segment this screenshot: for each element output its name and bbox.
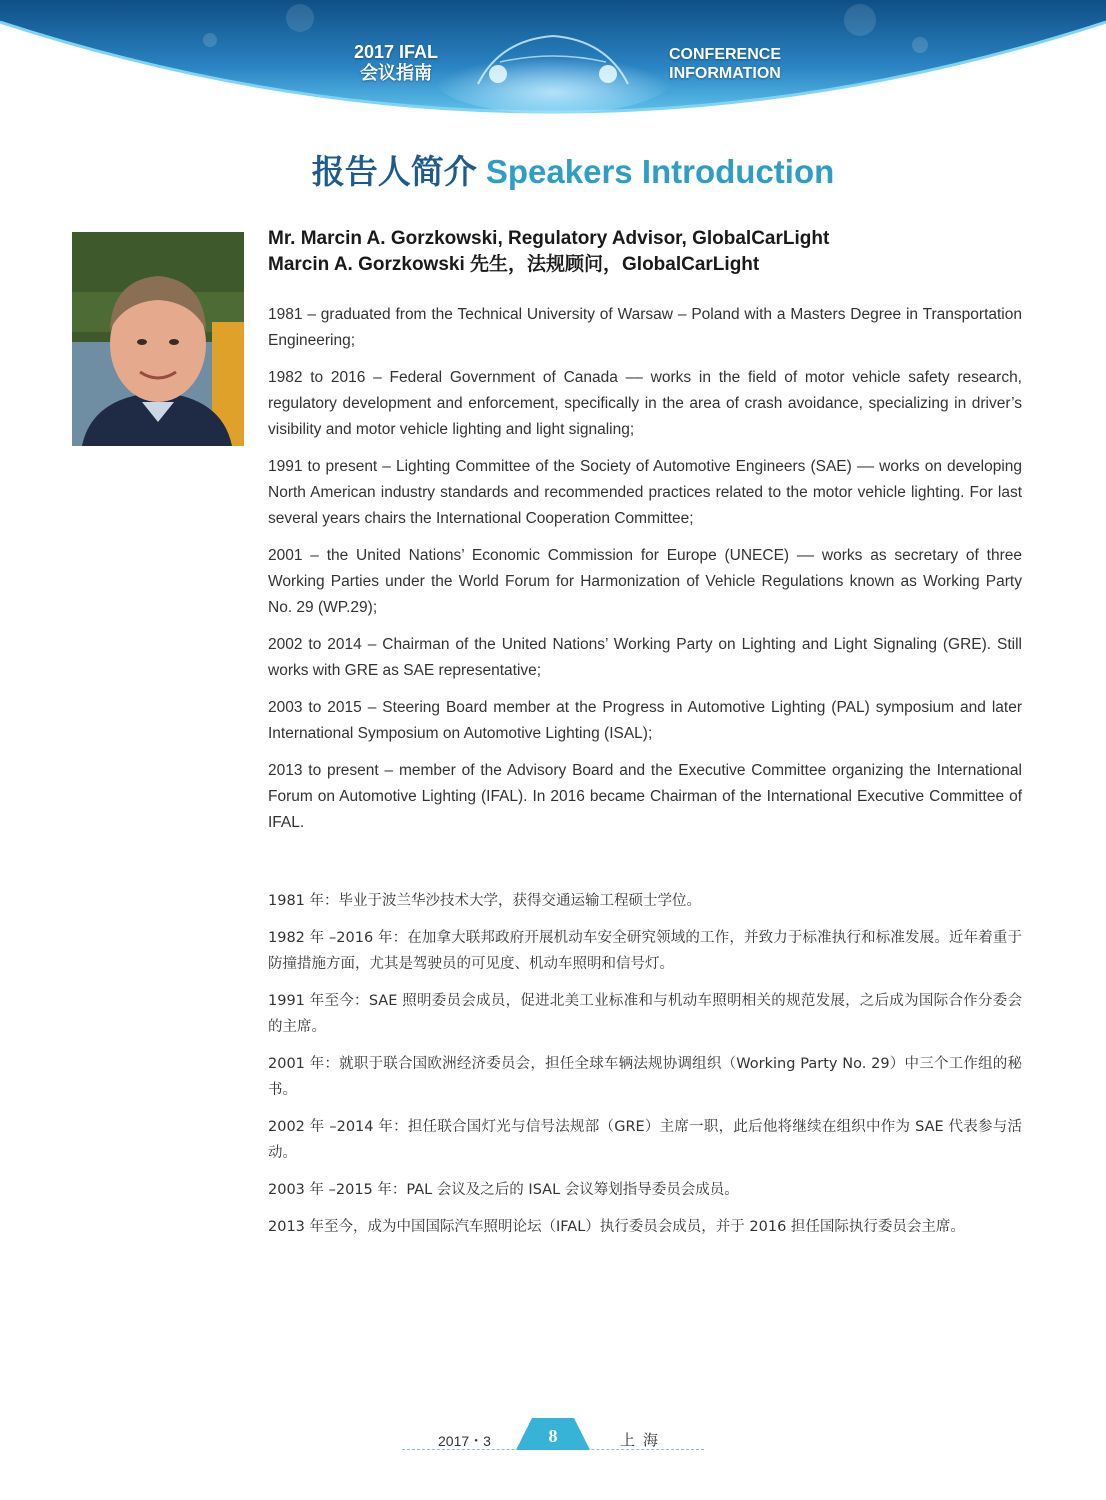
bio-en-item: 1982 to 2016 – Federal Government of Canada –– works in the field of motor vehicle safety research, regulatory development and enforcement, specifically in the area of crash avoidance, specializing in driver’s visibility and motor vehicle lighting and light signaling; (268, 369, 1022, 438)
header-left-line1: 2017 IFAL (353, 42, 439, 62)
bio-en-item: 1991 to present – Lighting Committee of the Society of Automotive Engineers (SAE) –– works on developing North American industry standards and recommended practices related to the motor vehicle lighting. For last several years chairs the International Cooperation Committee; (268, 458, 1022, 527)
speaker-name-en: Mr. Marcin A. Gorzkowski, Regulatory Advisor, GlobalCarLight (268, 228, 830, 249)
footer-date: 2017・3 (438, 1433, 491, 1449)
page-title-en: Speakers Introduction (485, 153, 835, 190)
header-right-line2: INFORMATION (669, 64, 781, 82)
bio-zh-item: 2001 年：就职于联合国欧洲经济委员会，担任全球车辆法规协调组织（Working Party No. 29）中三个工作组的秘书。 (268, 1056, 1022, 1098)
banner-background (0, 0, 1106, 120)
bio-english (268, 302, 1022, 847)
header-title-right (652, 46, 798, 84)
bio-en-item: 1981 – graduated from the Technical University of Warsaw – Poland with a Masters Degree in Transportation Engineering; (268, 306, 1022, 349)
page-footer (0, 1414, 1106, 1464)
page-number: 8 (548, 1426, 558, 1446)
bio-en-item: 2013 to present – member of the Advisory Board and the Executive Committee organizing the International Forum on Automotive Lighting (IFAL). In 2016 became Chairman of the International Executive Committee of IFAL. (268, 762, 1022, 831)
bio-zh-item: 2003 年 –2015 年：PAL 会议及之后的 ISAL 会议筹划指导委员会成员。 (268, 1182, 739, 1198)
header-right-line1: CONFERENCE (668, 46, 781, 63)
speaker-name-zh: Marcin A. Gorzkowski 先生，法规顾问，GlobalCarLight (268, 254, 760, 275)
bio-zh-item: 2013 年至今，成为中国国际汽车照明论坛（IFAL）执行委员会成员，并于 2016 担任国际执行委员会主席。 (268, 1219, 965, 1235)
bio-chinese (268, 888, 1022, 1251)
bio-zh-item: 1982 年 –2016 年：在加拿大联邦政府开展机动车安全研究领域的工作，并致力于标准执行和标准发展。近年着重于防撞措施方面，尤其是驾驶员的可见度、机动车照明和信号灯。 (268, 930, 1022, 972)
page-title-zh: 报告人简介 (311, 153, 477, 190)
bio-en-item: 2001 – the United Nations’ Economic Commission for Europe (UNECE) –– works as secretary of three Working Parties under the World Forum for Harmonization of Vehicle Regulations known as Working Party No. 29 (WP.29); (268, 547, 1022, 616)
bio-zh-item: 1981 年：毕业于波兰华沙技术大学，获得交通运输工程硕士学位。 (268, 893, 702, 909)
bio-en-item: 2003 to 2015 – Steering Board member at the Progress in Automotive Lighting (PAL) symposium and later International Symposium on Automotive Lighting (ISAL); (268, 699, 1022, 742)
header-title-left (340, 42, 452, 84)
bio-zh-item: 2002 年 –2014 年：担任联合国灯光与信号法规部（GRE）主席一职，此后他将继续在组织中作为 SAE 代表参与活动。 (268, 1119, 1022, 1161)
bio-zh-item: 1991 年至今：SAE 照明委员会成员，促进北美工业标准和与机动车照明相关的规范发展，之后成为国际合作分委会的主席。 (268, 993, 1022, 1035)
page-title (0, 146, 1106, 193)
footer-city: 上海 (620, 1431, 667, 1449)
bio-en-item: 2002 to 2014 – Chairman of the United Nations’ Working Party on Lighting and Light Signaling (GRE). Still works with GRE as SAE representative; (268, 636, 1022, 679)
speaker-photo (72, 232, 244, 446)
header-left-line2: 会议指南 (360, 63, 432, 84)
header-banner (0, 0, 1106, 120)
speaker-heading (268, 226, 1028, 278)
